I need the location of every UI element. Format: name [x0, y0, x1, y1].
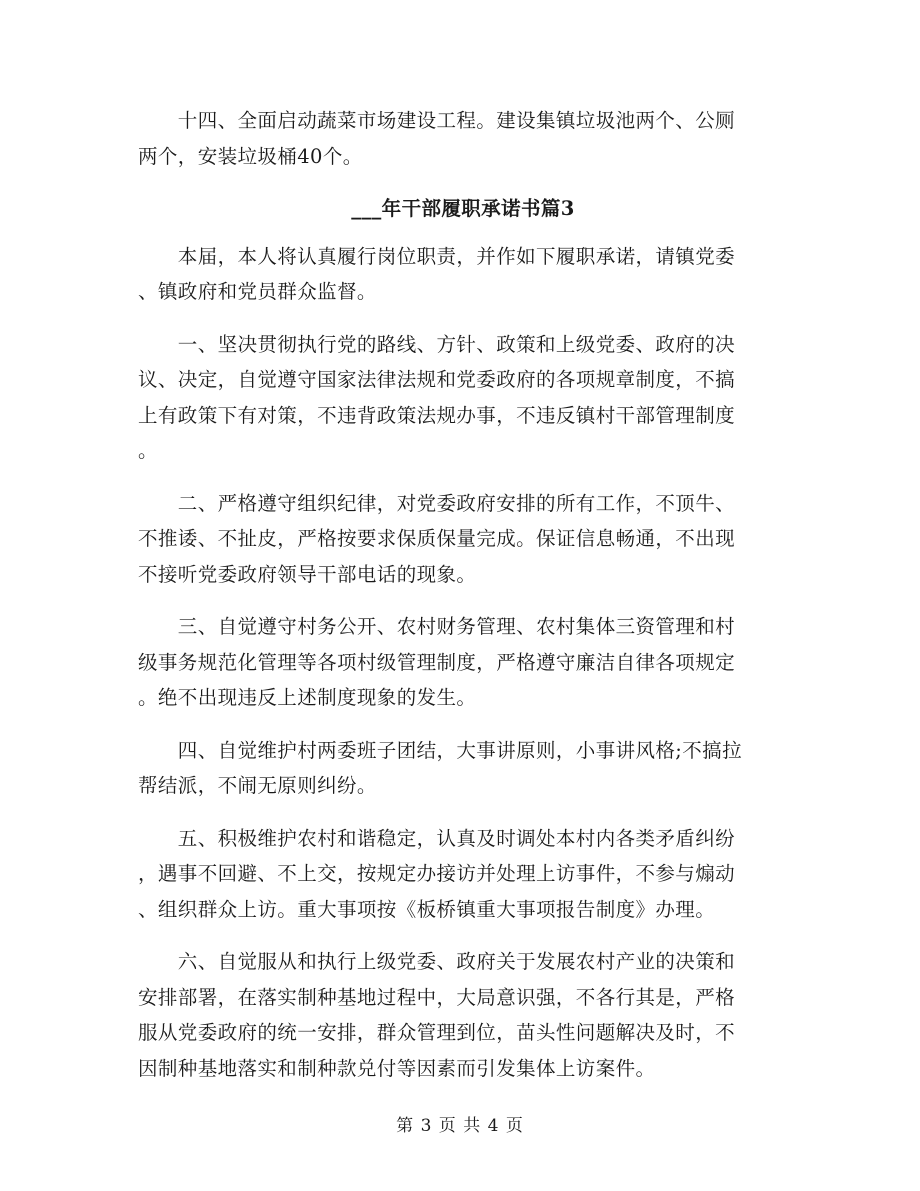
text-line: 议、决定，自觉遵守国家法律法规和党委政府的各项规章制度，不搞 [138, 368, 736, 391]
paragraph-commitment-4 [138, 733, 788, 804]
text-line: 三、自觉遵守村务公开、农村财务管理、农村集体三资管理和村 [138, 615, 736, 638]
text-line: 五、积极维护农村和谐稳定，认真及时调处本村内各类矛盾纠纷 [138, 826, 736, 850]
text-line: 上有政策下有对策，不违背政策法规办事，不违反镇村干部管理制度 [138, 403, 736, 427]
document-body [138, 103, 788, 1103]
paragraph-commitment-2 [138, 486, 788, 593]
text-line: 一、坚决贯彻执行党的路线、方针、政策和上级党委、政府的决 [138, 332, 736, 356]
text-line: 因制种基地落实和制种款兑付等因素而引发集体上访案件。 [138, 1056, 656, 1080]
paragraph-commitment-3 [138, 609, 788, 716]
paragraph-intro [138, 239, 788, 310]
text-line: 、组织群众上访。重大事项按《板桥镇重大事项报告制度》办理。 [138, 897, 716, 921]
paragraph-item-14 [138, 103, 788, 174]
text-line: 十四、全面启动蔬菜市场建设工程。建设集镇垃圾池两个、公厕 [138, 109, 736, 132]
text-line: 六、自觉服从和执行上级党委、政府关于发展农村产业的决策和 [138, 950, 736, 973]
text-line: 。 [138, 439, 158, 462]
paragraph-commitment-5 [138, 821, 788, 928]
text-line: 。绝不出现违反上述制度现象的发生。 [138, 686, 477, 709]
text-line: 服从党委政府的统一安排，群众管理到位，苗头性问题解决及时，不 [138, 1021, 736, 1044]
text-line: 帮结派，不闹无原则纠纷。 [138, 774, 377, 797]
text-line: 两个，安装垃圾桶40个。 [138, 144, 363, 168]
text-line: 安排部署，在落实制种基地过程中，大局意识强，不各行其是，严格 [138, 985, 736, 1009]
text-line: 不推诿、不扯皮，严格按要求保质保量完成。保证信息畅通，不出现 [138, 527, 736, 550]
text-line: 四、自觉维护村两委班子团结，大事讲原则，小事讲风格;不搞拉 [138, 738, 742, 762]
text-line: ，遇事不回避、不上交，按规定办接访并处理上访事件，不参与煽动 [138, 862, 736, 885]
text-line: 不接听党委政府领导干部电话的现象。 [138, 562, 477, 586]
text-line: 级事务规范化管理等各项村级管理制度，严格遵守廉洁自律各项规定 [138, 650, 736, 674]
page-number-footer: 第 3 页 共 4 页 [396, 1116, 524, 1136]
text-line: 、镇政府和党员群众监督。 [138, 280, 377, 303]
section-heading: ___年干部履职承诺书篇3 [351, 197, 575, 220]
text-line: 二、严格遵守组织纪律，对党委政府安排的所有工作，不顶牛、 [138, 491, 736, 515]
paragraph-commitment-1 [138, 327, 788, 469]
paragraph-commitment-6 [138, 944, 788, 1086]
text-line: 本届，本人将认真履行岗位职责，并作如下履职承诺，请镇党委 [138, 244, 736, 268]
